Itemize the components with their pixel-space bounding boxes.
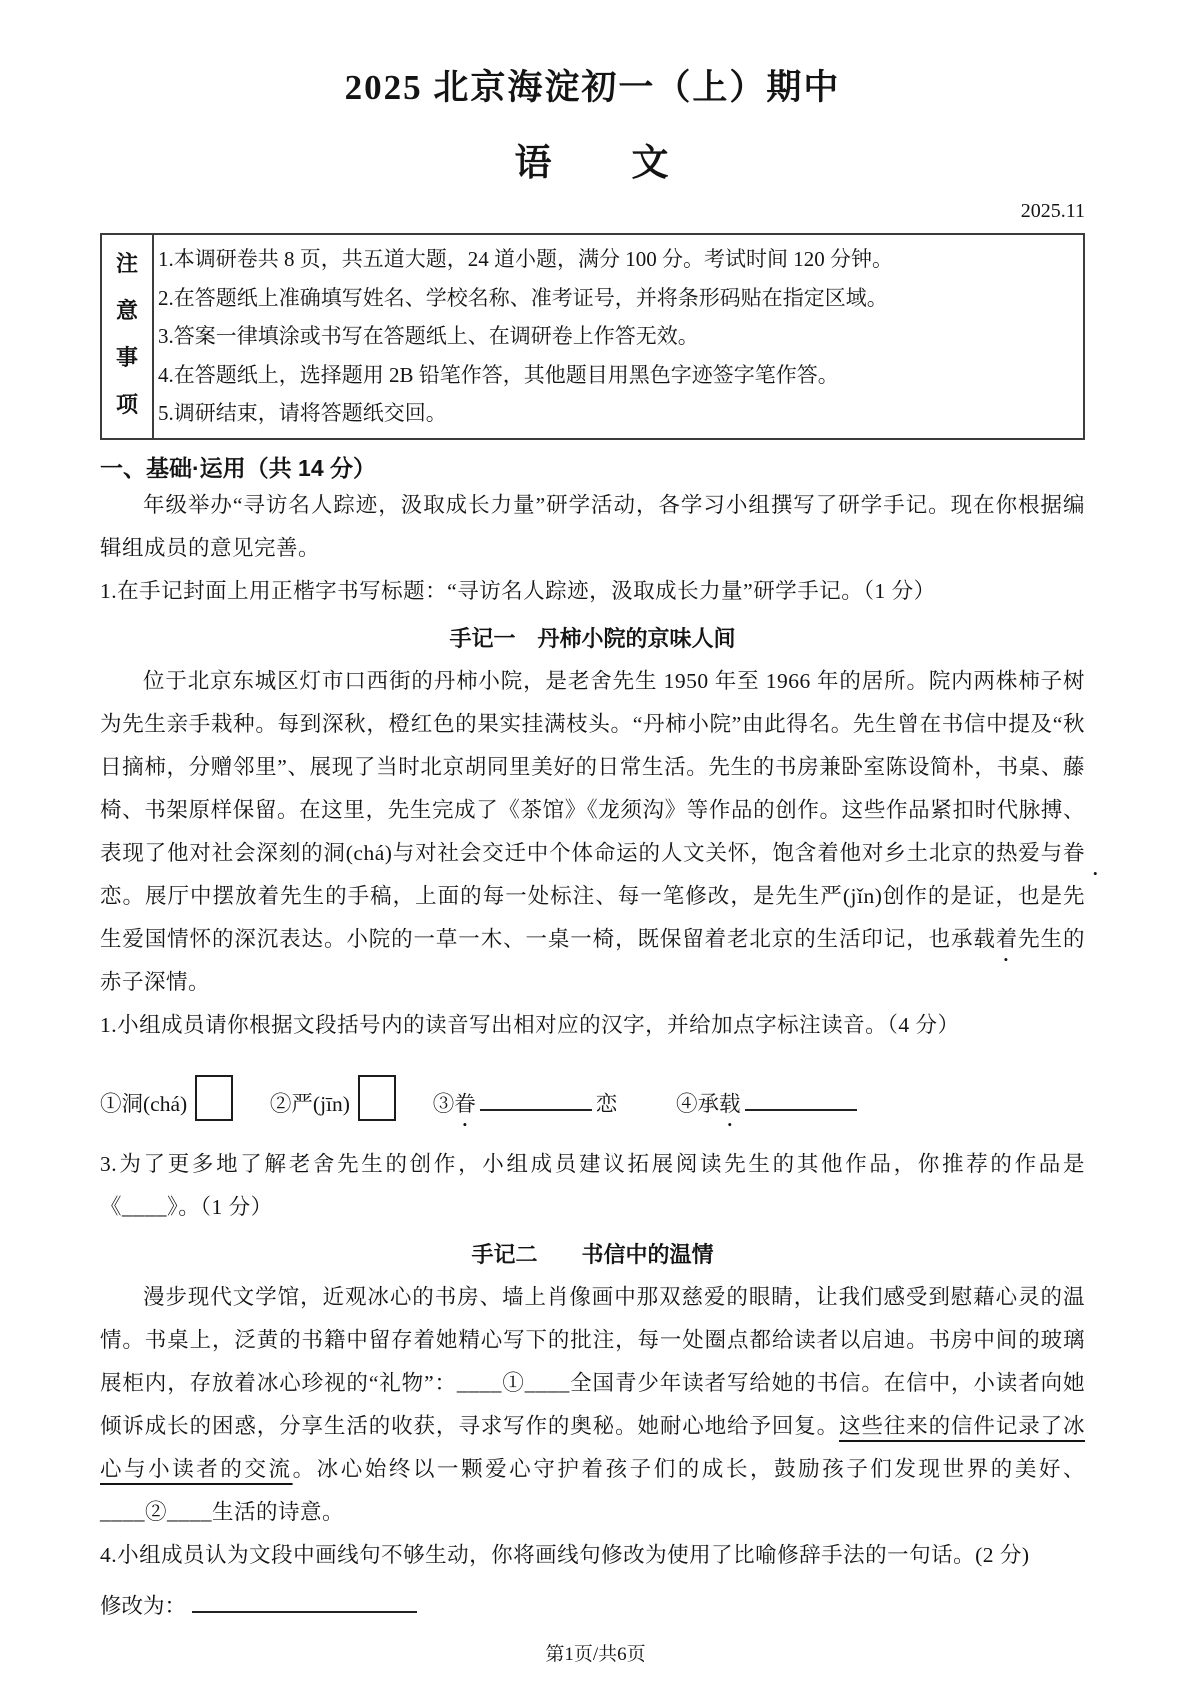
question-4: 4.小组成员认为文段中画线句不够生动，你将画线句修改为使用了比喻修辞手法的一句话。(2 分) — [100, 1542, 1030, 1567]
notice-box — [100, 233, 1085, 440]
question-2-answer-row — [100, 1075, 1085, 1121]
notice-items — [154, 235, 1083, 438]
fix-label: 修改为： — [100, 1593, 187, 1618]
notice-item: 5.调研结束，请将答题纸交回。 — [158, 401, 447, 426]
note1-text: 恋。展厅中摆放着先生的手稿，上面的每一处标注、每一笔修改，是先生严(jǐn)创作的是证，也是先生爱国情怀的深沉表达。小院的一草一木、一桌一椅，既保留着老北京的生活印记，也承 — [100, 883, 1085, 951]
note2-heading: 手记二 书信中的温情 — [471, 1241, 714, 1267]
q2-item3-char: 眷 — [454, 1091, 476, 1116]
q2-item4-char: 载 — [719, 1091, 741, 1116]
note1-text: 位于北京东城区灯市口西街的丹柿小院，是老舍先生 1950 年至 1966 年的居所。院内两株柿子树为先生亲手栽种。每到深秋，橙红色的果实挂满枝头。“丹柿小院”由此得名。先生曾在书信中提及“秋日摘柿，分赠邻里”、展现了当时北京胡同里美好的日常生活。先生的书房兼卧室陈设简朴，书桌、藤椅、书架原样保留。在这里，先生完成了《茶馆》《龙须沟》等作品的创作。这些作品紧扣时代脉搏、表现了他对社会深刻的洞(chá)与对社会交迁中个体命运的人文关怀，饱含着他对乡土北京的热爱与 — [100, 668, 1085, 865]
q4-answer-blank[interactable] — [192, 1590, 417, 1613]
note1-paragraph — [100, 660, 1085, 1004]
question-3: 3.为了更多地了解老舍先生的创作，小组成员建议拓展阅读先生的其他作品，你推荐的作品是《____》。（1 分） — [100, 1151, 1085, 1219]
notice-side-char: 意 — [115, 298, 138, 324]
q2-item4-label: ④承 — [675, 1091, 719, 1116]
notice-item: 2.在答题纸上准确填写姓名、学校名称、准考证号，并将条形码贴在指定区域。 — [158, 285, 888, 310]
notice-side-char: 项 — [115, 392, 138, 418]
question-2: 1.小组成员请你根据文段括号内的读音写出相对应的汉字，并给加点字标注读音。（4 分） — [100, 1012, 960, 1037]
question-4-answer-row — [100, 1585, 1085, 1628]
emphasized-char-juan: 眷 — [1062, 840, 1085, 865]
subject-title: 语 文 — [514, 143, 671, 185]
q2-item1-label: ①洞(chá) — [100, 1091, 188, 1116]
q2-item2-answer-box[interactable] — [358, 1075, 396, 1121]
q2-item2-label: ②严(jīn) — [269, 1091, 350, 1116]
notice-item: 1.本调研卷共 8 页，共五道大题，24 道小题，满分 100 分。考试时间 120 分钟。 — [158, 247, 893, 272]
section-1-heading: 一、基础·运用（共 14 分） — [100, 454, 377, 481]
notice-side-char: 注 — [115, 251, 138, 277]
question-1: 1.在手记封面上用正楷字书写标题：“寻访名人踪迹，汲取成长力量”研学手记。（1 分） — [100, 578, 936, 603]
q2-item4-answer-blank[interactable] — [745, 1088, 857, 1111]
notice-side-char: 事 — [115, 345, 138, 371]
note2-paragraph — [100, 1276, 1085, 1534]
note1-text: 着先生的赤子深情。 — [100, 926, 1085, 994]
exam-date: 2025.11 — [1020, 200, 1085, 223]
section-intro-paragraph: 年级举办“寻访名人踪迹，汲取成长力量”研学活动，各学习小组撰写了研学手记。现在你根据编辑组成员的意见完善。 — [100, 492, 1085, 560]
emphasized-char-zai: 载 — [973, 926, 996, 951]
page-title: 2025 北京海淀初一（上）期中 — [344, 68, 841, 107]
q2-item3-number: ③ — [432, 1091, 455, 1116]
note1-heading: 手记一 丹柿小院的京味人间 — [449, 625, 736, 651]
q2-item1-answer-box[interactable] — [195, 1075, 233, 1121]
notice-item: 4.在答题纸上，选择题用 2B 铅笔作答，其他题目用黑色字迹签字笔作答。 — [158, 362, 839, 387]
notice-side-label — [102, 235, 154, 438]
notice-item: 3.答案一律填涂或书写在答题纸上、在调研卷上作答无效。 — [158, 324, 699, 349]
q2-item3-tail: 恋 — [595, 1091, 618, 1116]
underlined-sentence: 这些往来的信件记录了冰心与小读者的交流 — [100, 1413, 1085, 1481]
q2-item3-answer-blank[interactable] — [480, 1088, 592, 1111]
note2-text: 漫步现代文学馆，近观冰心的书房、墙上肖像画中那双慈爱的眼睛，让我们感受到慰藉心灵的温情。书桌上，泛黄的书籍中留存着她精心写下的批注，每一处圈点都给读者以启迪。书房中间的玻璃展柜内，存放着冰心珍视的“礼物”：____①____全国青少年读者写给她的书信。在信中，小读者向她倾诉成长的困惑，分享生活的收获，寻求写作的奥秘。她耐心地给予回复。 — [100, 1284, 1085, 1438]
page-number: 第1页/共6页 — [545, 1644, 646, 1665]
note2-text: 。冰心始终以一颗爱心守护着孩子们的成长，鼓励孩子们发现世界的美好、____②____生活的诗意。 — [100, 1456, 1085, 1524]
